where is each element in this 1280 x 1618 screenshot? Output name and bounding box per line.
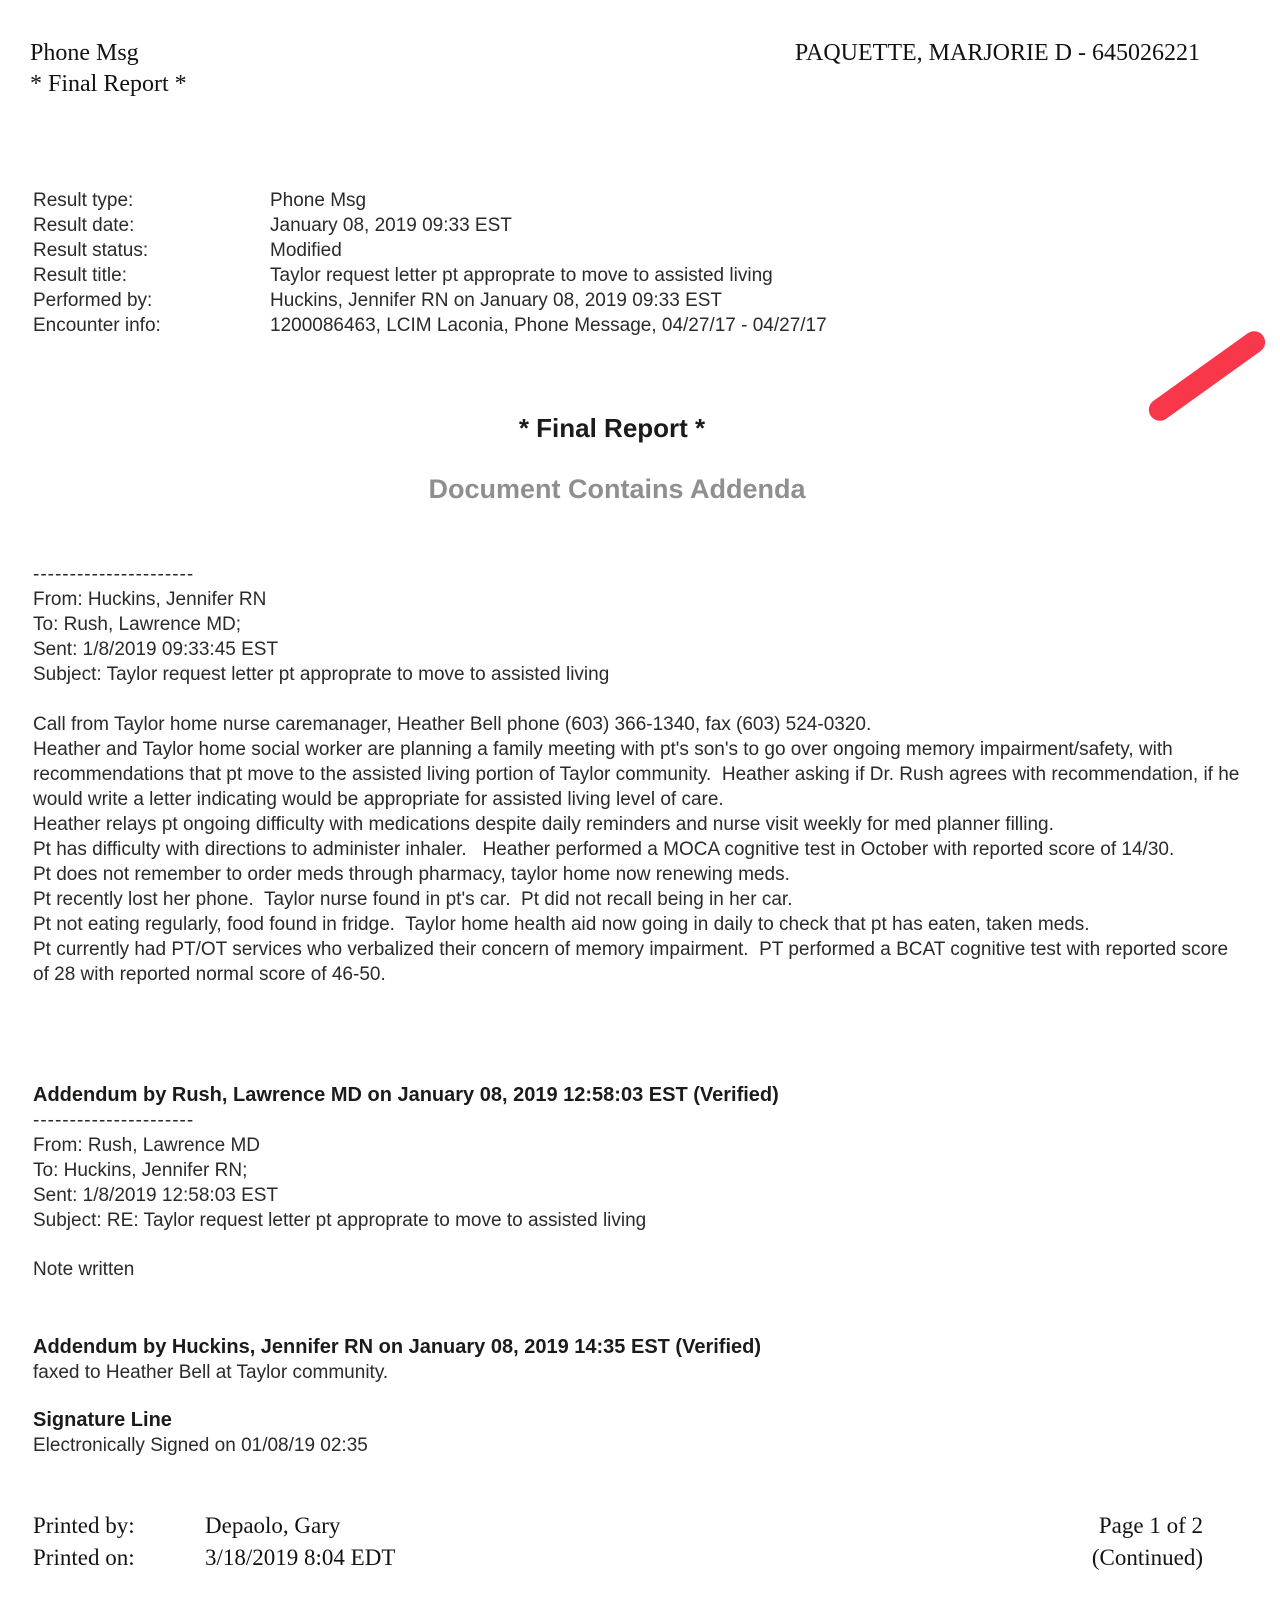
message-sent-line: Sent: 1/8/2019 09:33:45 EST xyxy=(33,639,279,660)
addendum-subject-line: Subject: RE: Taylor request letter pt approprate to move to assisted living xyxy=(33,1210,647,1231)
field-value: January 08, 2019 09:33 EST xyxy=(270,215,512,236)
message-body-paragraph: Call from Taylor home nurse caremanager, Heather Bell phone (603) 366-1340, fax (603) 524-0320. xyxy=(33,714,872,735)
message-subject-line: Subject: Taylor request letter pt approprate to move to assisted living xyxy=(33,664,610,685)
result-row-title xyxy=(33,263,1249,288)
addendum-sent-line: Sent: 1/8/2019 12:58:03 EST xyxy=(33,1185,279,1206)
final-report-heading: * Final Report * xyxy=(518,413,706,443)
addendum-body: faxed to Heather Bell at Taylor community. xyxy=(33,1362,389,1383)
phone-message-section xyxy=(33,562,1249,987)
message-from-line: From: Huckins, Jennifer RN xyxy=(33,589,267,610)
page-info xyxy=(1092,1510,1203,1574)
result-row-status xyxy=(33,238,1249,263)
red-annotation-mark xyxy=(1144,327,1269,425)
message-body-paragraph: Pt recently lost her phone. Taylor nurse found in pt's car. Pt did not recall being in her car. xyxy=(33,889,793,910)
printed-by-value: Depaolo, Gary xyxy=(205,1513,341,1538)
field-label: Result date: xyxy=(33,215,135,236)
field-label: Performed by: xyxy=(33,290,153,311)
message-body-paragraph: Pt does not remember to order meds through pharmacy, taylor home now renewing meds. xyxy=(33,864,790,885)
field-label: Result title: xyxy=(33,265,127,286)
addendum-heading: Addendum by Rush, Lawrence MD on January 08, 2019 12:58:03 EST (Verified) xyxy=(33,1084,779,1106)
message-to-line: To: Rush, Lawrence MD; xyxy=(33,614,242,635)
addendum-heading: Addendum by Huckins, Jennifer RN on January 08, 2019 14:35 EST (Verified) xyxy=(33,1336,762,1358)
result-row-encounter-info xyxy=(33,313,1249,338)
printed-on-label: Printed on: xyxy=(33,1545,135,1570)
message-body-paragraph: Pt currently had PT/OT services who verbalized their concern of memory impairment. PT performed a BCAT cognitive test with reported score of 28 with reported normal score of 46-50. xyxy=(33,939,1234,985)
addendum-to-line: To: Huckins, Jennifer RN; xyxy=(33,1160,248,1181)
printed-by-row xyxy=(33,1510,395,1542)
field-value: Huckins, Jennifer RN on January 08, 2019 09:33 EST xyxy=(270,290,723,311)
addendum-from-line: From: Rush, Lawrence MD xyxy=(33,1135,261,1156)
message-body-paragraph: Pt has difficulty with directions to administer inhaler. Heather performed a MOCA cognitive test in October with reported score of 14/30. xyxy=(33,839,1175,860)
print-info xyxy=(33,1510,395,1574)
field-label: Result status: xyxy=(33,240,149,261)
addendum-body: Note written xyxy=(33,1259,135,1280)
field-label: Result type: xyxy=(33,190,134,211)
separator-dashes: ---------------------- xyxy=(33,1110,195,1131)
field-label: Encounter info: xyxy=(33,315,161,336)
field-value: Phone Msg xyxy=(270,190,367,211)
addenda-notice: Document Contains Addenda xyxy=(428,474,806,504)
addendum-rush-section xyxy=(33,1083,1249,1282)
page-number: Page 1 of 2 xyxy=(1098,1513,1203,1538)
report-status-label: * Final Report * xyxy=(30,71,187,97)
message-body-paragraph: Heather relays pt ongoing difficulty with medications despite daily reminders and nurse visit weekly for med planner filling. xyxy=(33,814,1054,835)
signature-line-text: Electronically Signed on 01/08/19 02:35 xyxy=(33,1435,368,1456)
result-row-performed-by xyxy=(33,288,1249,313)
signature-heading: Signature Line xyxy=(33,1409,172,1431)
document-type-label: Phone Msg xyxy=(30,40,139,66)
message-body-paragraph: Pt not eating regularly, food found in fridge. Taylor home health aid now going in daily to check that pt has eaten, taken meds. xyxy=(33,914,1090,935)
separator-dashes: ---------------------- xyxy=(33,564,195,585)
message-body-paragraph: Heather and Taylor home social worker are planning a family meeting with pt's son's to go over ongoing memory impairment/safety, with recommendations that pt move to the assisted living portion of Taylor community. Heather asking if Dr. Rush agrees with recommendation, if he would write a letter indicating would be appropriate for assisted living level of care. xyxy=(33,739,1245,810)
signature-section xyxy=(33,1408,1249,1458)
field-value: Taylor request letter pt approprate to move to assisted living xyxy=(270,265,773,286)
field-value: Modified xyxy=(270,240,342,261)
printed-on-row xyxy=(33,1542,395,1574)
addendum-huckins-section xyxy=(33,1335,1249,1385)
continued-label: (Continued) xyxy=(1091,1545,1203,1570)
printed-on-value: 3/18/2019 8:04 EDT xyxy=(205,1545,396,1570)
result-metadata xyxy=(33,188,1249,338)
printed-by-label: Printed by: xyxy=(33,1513,135,1538)
result-row-date xyxy=(33,213,1249,238)
patient-identifier: PAQUETTE, MARJORIE D - 645026221 xyxy=(794,40,1200,66)
document-header-left xyxy=(30,38,187,100)
result-row-type xyxy=(33,188,1249,213)
field-value: 1200086463, LCIM Laconia, Phone Message, 04/27/17 - 04/27/17 xyxy=(270,315,827,336)
